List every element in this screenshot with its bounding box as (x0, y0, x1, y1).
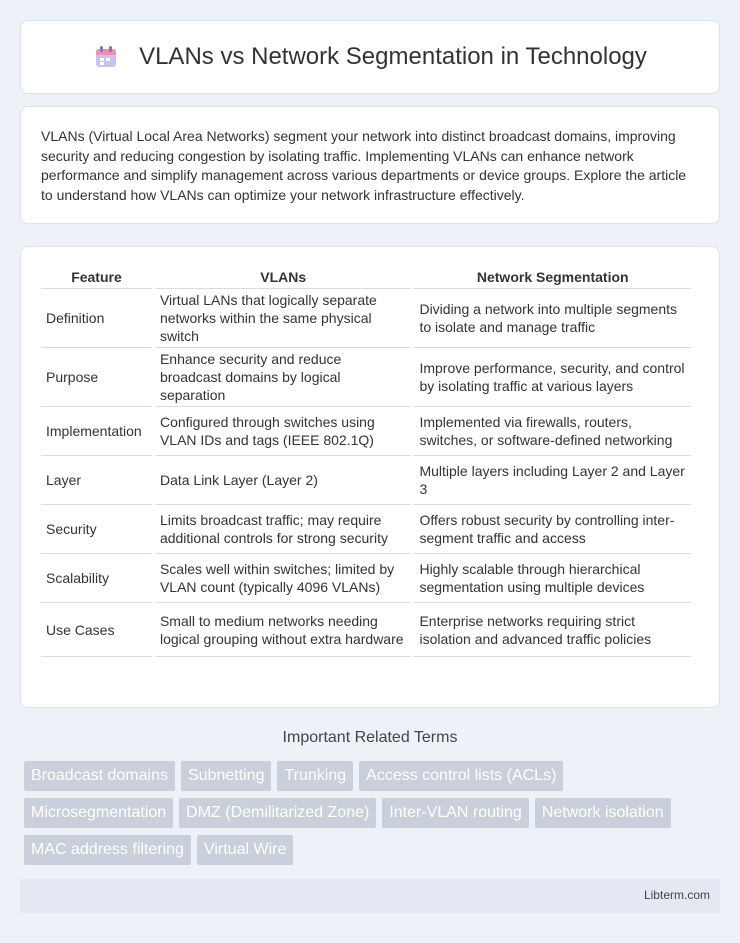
related-terms-title: Important Related Terms (282, 729, 458, 746)
comparison-table (38, 265, 694, 657)
table-cell: Implemented via firewalls, routers, switches, or software-defined networking (414, 407, 691, 456)
tag-virtual-wire[interactable]: Virtual Wire (197, 835, 293, 865)
page-title: VLANs vs Network Segmentation in Technology (139, 43, 647, 70)
table-cell: Dividing a network into multiple segments to isolate and manage traffic (414, 289, 691, 348)
table-cell: Small to medium networks needing logical grouping without extra hardware (155, 603, 412, 657)
table-cell: Data Link Layer (Layer 2) (155, 456, 412, 505)
table-cell: Scales well within switches; limited by VLAN count (typically 4096 VLANs) (155, 554, 412, 603)
table-row (41, 348, 691, 407)
title-card (20, 20, 720, 94)
table-cell: Purpose (41, 348, 152, 407)
tag-mac-address-filtering[interactable]: MAC address filtering (24, 835, 191, 865)
table-cell: Use Cases (41, 603, 152, 657)
footer (20, 879, 720, 913)
footer-site-link[interactable]: Libterm.com (643, 888, 710, 902)
header-vlans: VLANs (155, 265, 412, 289)
tag-acls[interactable]: Access control lists (ACLs) (359, 761, 563, 791)
table-cell: Multiple layers including Layer 2 and Layer 3 (414, 456, 691, 505)
calendar-icon (93, 44, 119, 70)
table-cell: Layer (41, 456, 152, 505)
intro-card (20, 106, 720, 224)
table-cell: Enhance security and reduce broadcast domains by logical separation (155, 348, 412, 407)
tag-inter-vlan-routing[interactable]: Inter-VLAN routing (382, 798, 529, 828)
table-cell: Security (41, 505, 152, 554)
tag-microsegmentation[interactable]: Microsegmentation (24, 798, 173, 828)
tag-broadcast-domains[interactable]: Broadcast domains (24, 761, 175, 791)
table-row (41, 456, 691, 505)
table-row (41, 603, 691, 657)
comparison-table-card (20, 246, 720, 708)
table-cell: Configured through switches using VLAN IDs and tags (IEEE 802.1Q) (155, 407, 412, 456)
tag-network-isolation[interactable]: Network isolation (535, 798, 671, 828)
table-row (41, 554, 691, 603)
tag-subnetting[interactable]: Subnetting (181, 761, 272, 791)
table-cell: Offers robust security by controlling inter-segment traffic and access (414, 505, 691, 554)
table-cell: Virtual LANs that logically separate networks within the same physical switch (155, 289, 412, 348)
table-cell: Enterprise networks requiring strict isolation and advanced traffic policies (414, 603, 691, 657)
table-cell: Scalability (41, 554, 152, 603)
table-cell: Highly scalable through hierarchical segmentation using multiple devices (414, 554, 691, 603)
tag-dmz[interactable]: DMZ (Demilitarized Zone) (179, 798, 376, 828)
table-row (41, 505, 691, 554)
header-network-segmentation: Network Segmentation (414, 265, 691, 289)
table-row (41, 289, 691, 348)
related-terms-list (24, 761, 704, 872)
table-header-row (41, 265, 691, 289)
header-feature: Feature (41, 265, 152, 289)
table-cell: Limits broadcast traffic; may require additional controls for strong security (155, 505, 412, 554)
table-cell: Improve performance, security, and control by isolating traffic at various layers (414, 348, 691, 407)
intro-paragraph: VLANs (Virtual Local Area Networks) segment your network into distinct broadcast domains, improving security and reducing congestion by isolating traffic. Implementing VLANs can enhance network performance and simplify management across various departments or device groups. Explore the article to understand how VLANs can optimize your network infrastructure effectively. (41, 128, 687, 203)
table-cell: Definition (41, 289, 152, 348)
tag-trunking[interactable]: Trunking (277, 761, 353, 791)
table-cell: Implementation (41, 407, 152, 456)
table-row (41, 407, 691, 456)
